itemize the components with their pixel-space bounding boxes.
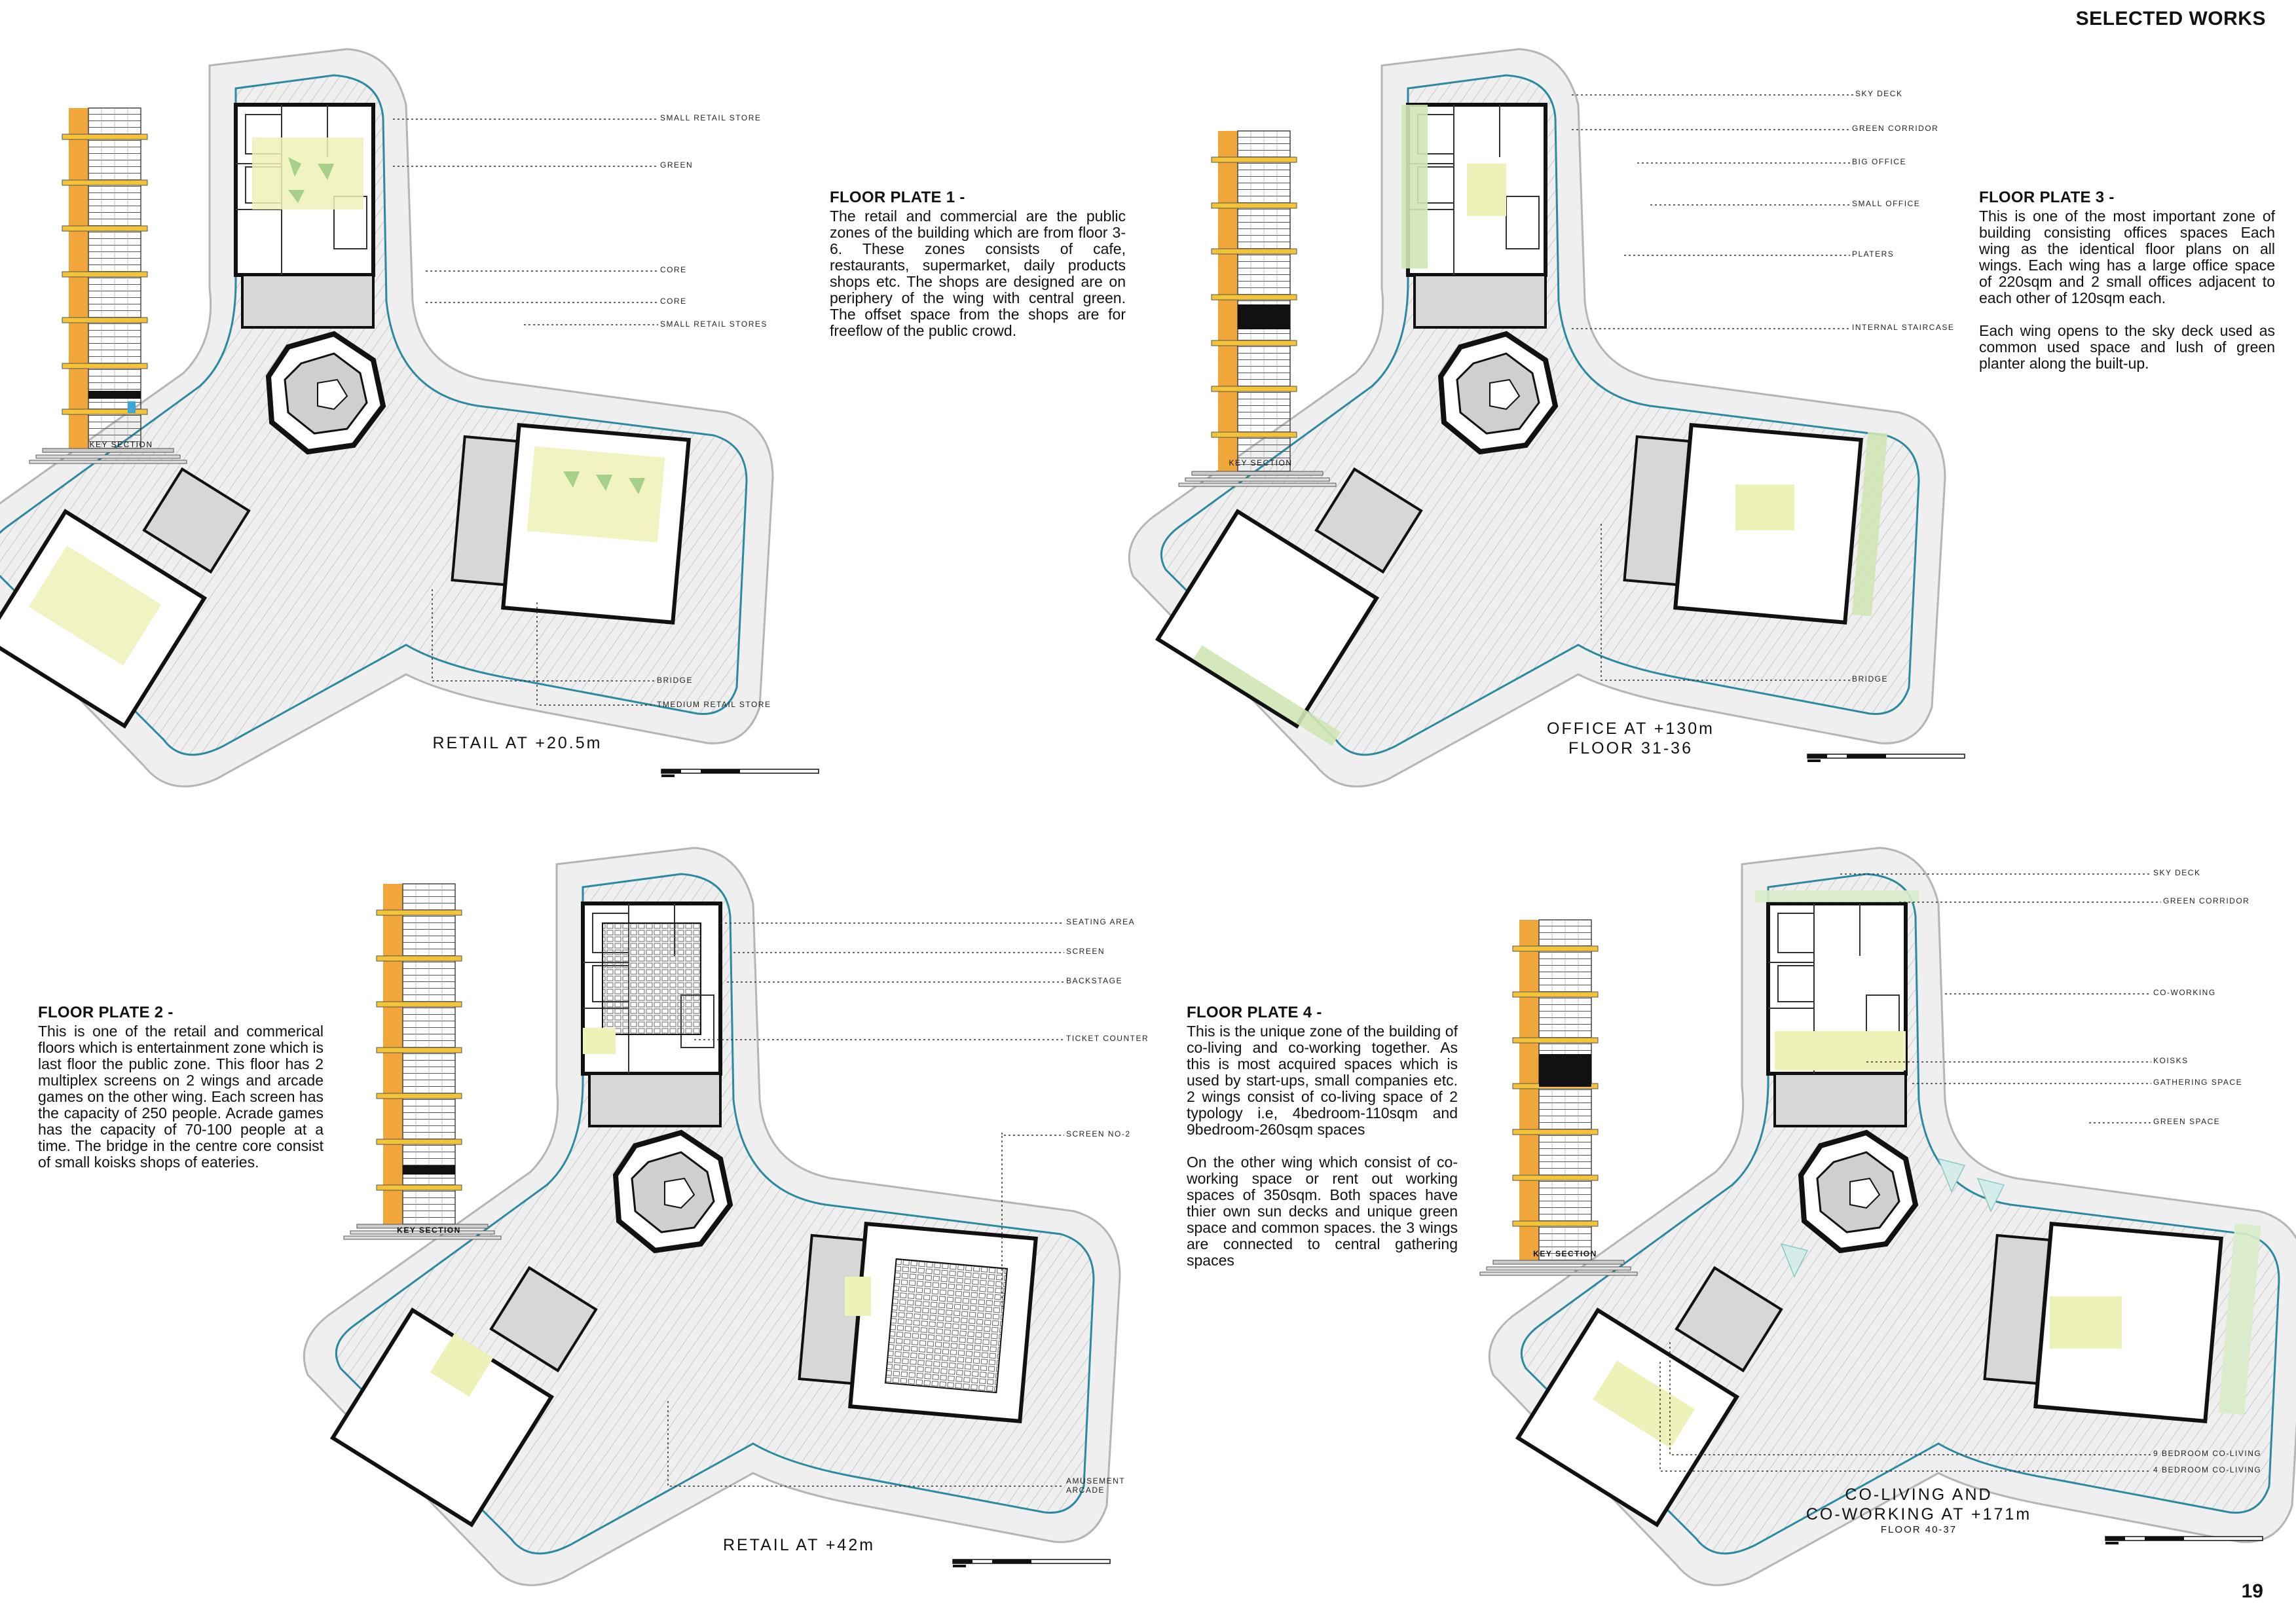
- fp4-label-koisks: KOISKS: [2153, 1056, 2189, 1065]
- fp4-key-section-label: KEY SECTION: [1533, 1249, 1597, 1258]
- fp1-label-bridge: BRIDGE: [657, 676, 694, 685]
- fp1-key-section-label: KEY SECTION: [89, 440, 153, 449]
- fp4-body: This is the unique zone of the building of co-living and co-working together. As this is most acquired spaces which is used by start-ups, small companies etc. 2 wings consist of co-living space of 2 typology i.e, 4bedroom-110sqm and 9bedroom-260sqm spaces On the other wing which consist of co-working space or rent out working spaces of 350sqm. Both spaces have thier own sun decks and unique green space and common spaces. the 3 wings are connected to central gathering spaces: [1187, 1023, 1458, 1269]
- fp1-caption: RETAIL AT +20.5m: [432, 734, 602, 752]
- fp2-label-backstage: BACKSTAGE: [1066, 976, 1122, 985]
- fp3-label-internal-staircase: INTERNAL STAIRCASE: [1852, 323, 1955, 332]
- fp3-body: This is one of the most important zone of building consisting offices spaces Each wing as the identical floor plans on all wings. Each wing has a large office space of 220sqm and 2 small offices adjacent to each other of 120sqm each. Each wing opens to the sky deck used as common used space and lush of green planter along the built-up.: [1979, 208, 2275, 372]
- fp3-key-section-label: KEY SECTION: [1229, 458, 1293, 467]
- fp4-scale-bar: [2105, 1537, 2263, 1544]
- fp4-label-9-bedroom: 9 BEDROOM CO-LIVING: [2153, 1449, 2262, 1458]
- fp3-label-sky-deck: SKY DECK: [1855, 89, 1903, 98]
- fp3-drawing: [1129, 49, 1965, 786]
- fp1-title: FLOOR PLATE 1 -: [830, 189, 965, 206]
- fp4-title: FLOOR PLATE 4 -: [1187, 1004, 1322, 1021]
- fp4-key-section: [1480, 920, 1637, 1275]
- fp4-drawing: [1480, 848, 2296, 1585]
- fp3-scale-bar: [1807, 754, 1965, 762]
- fp1-label-small-retail-store: SMALL RETAIL STORE: [660, 113, 762, 122]
- fp3-description: [1979, 189, 2275, 372]
- page-header: SELECTED WORKS: [2075, 8, 2266, 29]
- fp1-label-medium-retail-store: TMEDIUM RETAIL STORE: [657, 700, 771, 709]
- fp4-floor-plan: [1489, 848, 2296, 1585]
- fp3-label-small-office: SMALL OFFICE: [1852, 199, 1921, 208]
- fp4-caption: CO-LIVING AND CO-WORKING AT +171m: [1805, 1486, 2032, 1523]
- fp2-label-screen-no-2: SCREEN NO-2: [1066, 1129, 1131, 1139]
- fp4-caption-sub: FLOOR 40-37: [1880, 1524, 1957, 1535]
- fp4-label-green-corridor: GREEN CORRIDOR: [2163, 896, 2250, 905]
- fp4-label-co-working: CO-WORKING: [2153, 988, 2216, 997]
- fp2-scale-bar: [953, 1559, 1110, 1567]
- fp1-label-small-retail-stores: SMALL RETAIL STORES: [660, 319, 768, 329]
- fp1-label-core-1: CORE: [660, 265, 687, 274]
- fp1-body: The retail and commercial are the public zones of the building which are from floor 3-6. These zones consists of cafe, restaurants, supermarket, daily products shops etc. The shops are designed are on periphery of the wing with central green. The offset space from the shops are for freeflow of the public crowd.: [830, 208, 1126, 339]
- fp2-caption: RETAIL AT +42m: [722, 1536, 876, 1554]
- fp1-description: [830, 189, 1126, 339]
- fp2-label-seating-area: SEATING AREA: [1066, 917, 1136, 926]
- page-number: 19: [2241, 1580, 2263, 1602]
- fp4-label-green-space: GREEN SPACE: [2153, 1117, 2221, 1126]
- fp4-label-sky-deck: SKY DECK: [2153, 868, 2201, 877]
- fp3-label-bridge: BRIDGE: [1852, 674, 1889, 684]
- fp1-drawing: [0, 49, 819, 786]
- fp2-drawing: [304, 848, 1120, 1585]
- fp3-label-big-office: BIG OFFICE: [1852, 157, 1907, 166]
- fp1-label-green: GREEN: [660, 160, 694, 170]
- fp2-body: This is one of the retail and commerical floors which is entertainment zone which is last floor the public zone. This floor has 2 multiplex screens on 2 wings and arcade games on the other wing. Each screen has the capacity of 250 people. Acrade games has the capacity of 70-100 people at a time. The bridge in the centre core consist of small koisks shops of eateries.: [38, 1023, 324, 1171]
- fp2-label-screen: SCREEN: [1066, 947, 1105, 956]
- fp2-label-amusement-arcade: AMUSEMENT ARCADE: [1066, 1476, 1126, 1495]
- fp1-label-core-2: CORE: [660, 297, 687, 306]
- fp4-description: [1187, 1004, 1458, 1269]
- fp3-title: FLOOR PLATE 3 -: [1979, 189, 2115, 206]
- fp2-key-section: [344, 884, 501, 1239]
- fp4-label-4-bedroom: 4 BEDROOM CO-LIVING: [2153, 1465, 2262, 1474]
- fp2-description: [38, 1004, 324, 1171]
- fp4-label-gathering-space: GATHERING SPACE: [2153, 1078, 2243, 1087]
- fp2-label-ticket-counter: TICKET COUNTER: [1066, 1034, 1149, 1043]
- fp3-caption: OFFICE AT +130m FLOOR 31-36: [1547, 720, 1714, 757]
- fp3-label-green-corridor: GREEN CORRIDOR: [1852, 124, 1939, 133]
- fp3-label-platers: PLATERS: [1852, 249, 1895, 259]
- fp2-key-section-label: KEY SECTION: [397, 1226, 461, 1235]
- fp1-scale-bar: [661, 769, 819, 777]
- fp2-title: FLOOR PLATE 2 -: [38, 1004, 174, 1021]
